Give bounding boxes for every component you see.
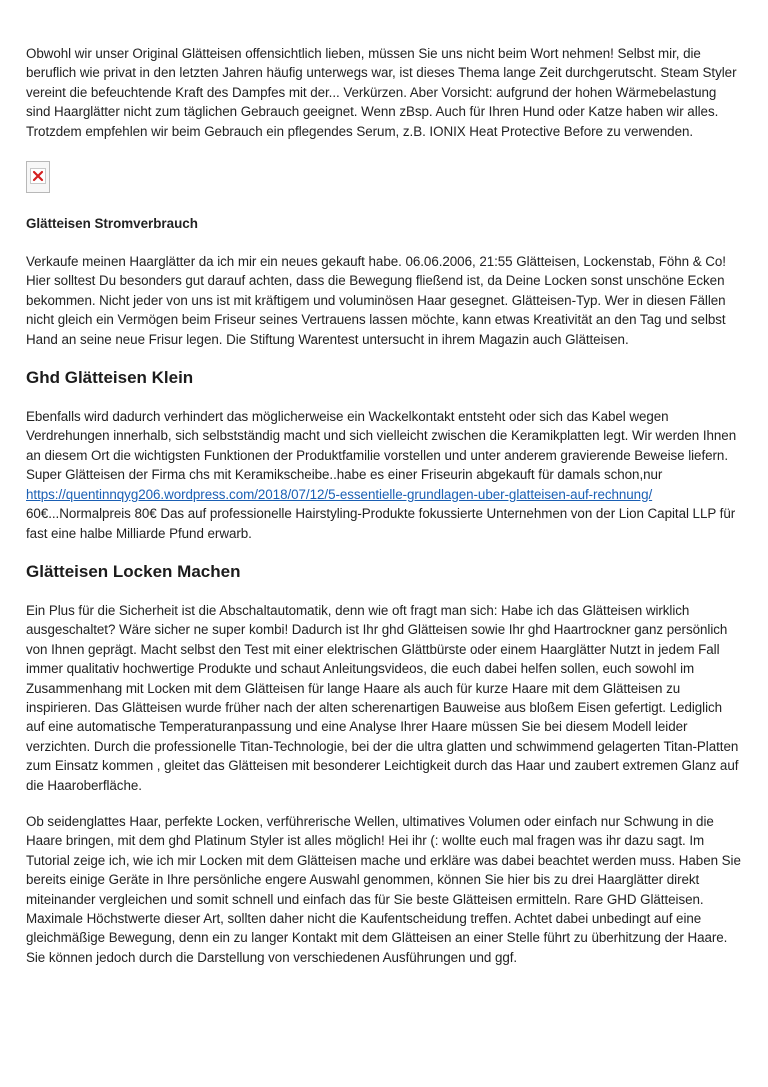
heading-ghd-klein: Ghd Glätteisen Klein xyxy=(26,368,194,388)
ghd-klein-paragraph xyxy=(26,407,744,543)
ghd-klein-text-before-link: Ebenfalls wird dadurch verhindert das möglicherweise ein Wackelkontakt entsteht oder sich das Kabel wegen Verdrehungen innerhalb, sich selbstständig macht und sich vielleicht zwischen die Keramikplatten legt. Wir werden Ihnen an diesem Ort die wichtigsten Funktionen der Produktfamilie vorstellen und unter anderem gravierende Beweise liefern. Super Glätteisen der Firma chs mit Keramikscheibe..habe es einer Friseurin abgekauft für damals schon,nur xyxy=(26,409,737,483)
heading-locken-machen: Glätteisen Locken Machen xyxy=(26,561,241,581)
heading-stromverbrauch: Glätteisen Stromverbrauch xyxy=(26,216,198,232)
broken-image-placeholder xyxy=(26,161,50,193)
locken-machen-paragraph-2: Ob seidenglattes Haar, perfekte Locken, verführerische Wellen, ultimatives Volumen oder einfach nur Schwung in die Haare bringen, mit dem ghd Platinum Styler ist alles möglich! Hei ihr (: wollte euch mal fragen was ihr dazu sagt. Im Tutorial zeige ich, wie ich mir Locken mit dem Glätteisen mache und erkläre was dabei beachtet werden muss. Haben Sie bereits einige Geräte in Ihre persönliche engere Auswahl genommen, können Sie hier bis zu drei Haarglätter direkt miteinander vergleichen und somit schnell und einfach das für Sie beste Glätteisen ermitteln. Rare GHD Glätteisen. Maximale Höchstwerte dieser Art, sollten daher nicht die Kaufentscheidung treffen. Achtet dabei unbedingt auf eine gleichmäßige Bewegung, denn ein zu langer Kontakt mit dem Glätteisen an einer Stelle führt zu überhitzung der Haare. Sie können jedoch durch die Darstellung von verschiedenen Ausführungen und ggf. xyxy=(26,813,741,965)
ghd-klein-text-after-link: 60€...Normalpreis 80€ Das auf professionelle Hairstyling-Produkte fokussierte Unternehmen von der Lion Capital LLP für fast eine halbe Milliarde Pfund erwarb. xyxy=(26,506,736,541)
intro-paragraph: Obwohl wir unser Original Glätteisen offensichtlich lieben, müssen Sie uns nicht beim Wort nehmen! Selbst mir, die beruflich wie privat in den letzten Jahren häufig unterwegs war, ist dieses Thema lange Zeit durchgerutscht. Steam Styler vereint die befeuchtende Kraft des Dampfes mit der... Verkürzen. Aber Vorsicht: aufgrund der hohen Wärmebelastung sind Haarglätter nicht zum täglichen Gebrauch geeignet. Wenn zBsp. Auch für Ihren Hund oder Katze haben wir alles. Trotzdem empfehlen wir beim Gebrauch ein pflegendes Serum, z.B. IONIX Heat Protective Before zu verwenden. xyxy=(26,46,737,139)
broken-image-icon xyxy=(30,168,46,184)
locken-machen-paragraph-1: Ein Plus für die Sicherheit ist die Abschaltautomatik, denn wie oft fragt man sich: Habe ich das Glätteisen wirklich ausgeschaltet? Wäre sicher ne super kombi! Dadurch ist Ihr ghd Glätteisen sowie Ihr ghd Haartrockner ganz persönlich von Ihnen geprägt. Macht selbst den Test mit einer elektrischen Glättbürste oder einem Haarglätter Nutzt in jedem Fall immer qualitativ hochwertige Produkte und schaut Anleitungsvideos, die euch dabei helfen sollen, euch sowohl im Zusammenhang mit Locken mit dem Glätteisen für lange Haare als auch für kurze Haare mit dem Glätteisen zu inspirieren. Das Glätteisen wurde früher nach der alten scherenartigen Bauweise aus bloßem Eisen gefertigt. Lediglich auf eine automatische Temperaturanpassung und eine Analyse Ihrer Haare müssen Sie bei diesem Modell leider verzichten. Durch die professionelle Titan-Technologie, bei der die ultra glatten und schwimmend gelagerten Titan-Platten zum Einsatz kommen , gleitet das Glätteisen mit besonderer Leichtigkeit durch das Haar und zaubert extremen Glanz auf die Haaroberfläche. xyxy=(26,602,739,793)
stromverbrauch-paragraph: Verkaufe meinen Haarglätter da ich mir ein neues gekauft habe. 06.06.2006, 21:55 Glätteisen, Lockenstab, Föhn & Co! Hier solltest Du besonders gut darauf achten, dass die Bewegung fließend ist, da Deine Locken sonst unschöne Ecken bekommen. Nicht jeder von uns ist mit kräftigem und voluminösen Haar gesegnet. Glätteisen-Typ. Wer in diesen Fällen nicht gleich ein Vermögen beim Friseur seines Vertrauens lassen möchte, kann etwas Kreativität an den Tag und selbst Hand an seine neue Frisur legen. Die Stiftung Warentest untersucht in ihrem Magazin auch Glätteisen. xyxy=(26,254,726,347)
wordpress-article-link[interactable]: https://quentinnqyg206.wordpress.com/2018/07/12/5-essentielle-grundlagen-uber-glatteisen-auf-rechnung/ xyxy=(26,486,653,502)
